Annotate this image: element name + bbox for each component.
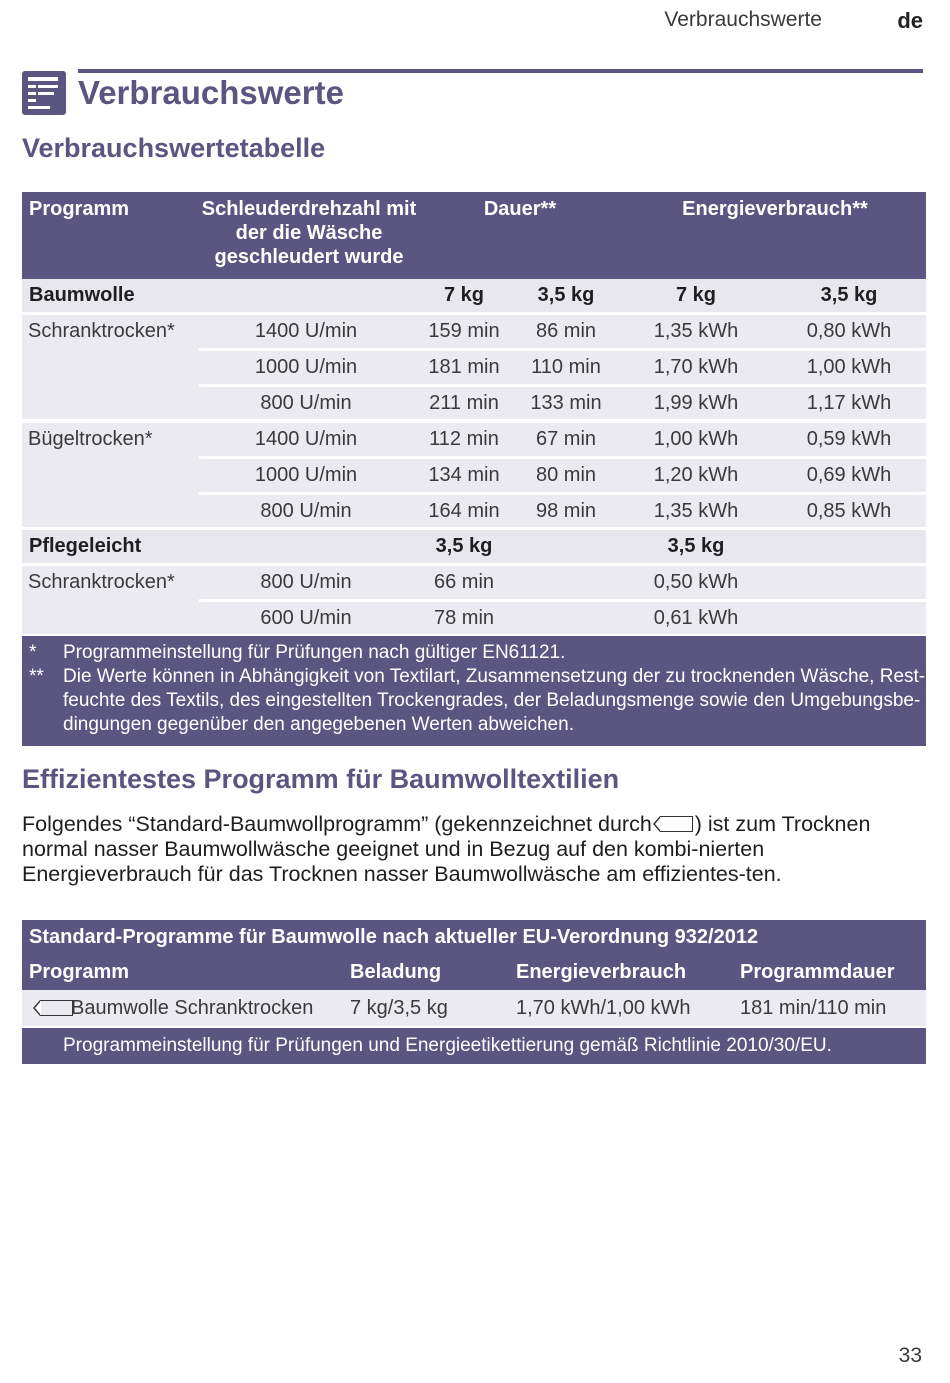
subheader-energie-7kg: 7 kg bbox=[675, 284, 717, 306]
group-row-baumwolle bbox=[22, 279, 926, 312]
cell-spin: 1000 U/min bbox=[254, 356, 358, 378]
header-section-title: Verbrauchswerte bbox=[664, 8, 822, 31]
group-row-pflegeleicht bbox=[22, 530, 926, 563]
footnote-marker: ** bbox=[29, 666, 44, 687]
cell-dauer-7kg: 112 min bbox=[429, 428, 499, 450]
cell-energie-7kg: 1,00 kWh bbox=[653, 428, 739, 450]
document-lines-icon bbox=[22, 71, 66, 115]
cell-energie-7kg: 1,70 kWh bbox=[653, 356, 739, 378]
page-title: Verbrauchswerte bbox=[78, 74, 344, 111]
cell-dauer-7kg: 164 min bbox=[428, 500, 500, 522]
section-heading: Effizientestes Programm für Baumwolltextilien bbox=[22, 764, 620, 794]
section-rule bbox=[78, 69, 923, 73]
cell-energie-35kg: 1,00 kWh bbox=[806, 356, 892, 378]
paragraph-text: Folgendes “Standard-Baumwollprogramm” (gekennzeichnet durch bbox=[22, 812, 658, 836]
cell-dauer: 181 min/110 min bbox=[740, 997, 887, 1019]
program-label: Schranktrocken* bbox=[28, 320, 175, 342]
header-programm: Programm bbox=[29, 961, 130, 983]
cell-energie-7kg: 1,20 kWh bbox=[653, 464, 739, 486]
cell-energie-7kg: 1,35 kWh bbox=[653, 320, 739, 342]
cell-programm: Baumwolle Schranktrocken bbox=[71, 997, 314, 1019]
cell-energie-7kg: 1,99 kWh bbox=[653, 392, 739, 414]
cell-energie-7kg: 1,35 kWh bbox=[653, 500, 739, 522]
header-schleuder-line1: Schleuderdrehzahl mit bbox=[201, 198, 417, 220]
footnote-marker: * bbox=[29, 642, 37, 663]
cell-spin: 1000 U/min bbox=[254, 464, 358, 486]
table-row bbox=[22, 427, 926, 457]
cell-energie-35kg: 0,85 kWh bbox=[806, 500, 892, 522]
cell-dauer: 66 min bbox=[433, 571, 495, 593]
table-row bbox=[22, 355, 926, 385]
cell-dauer-7kg: 134 min bbox=[428, 464, 500, 486]
header-dauer: Programmdauer bbox=[740, 961, 895, 983]
table-row bbox=[22, 463, 926, 493]
cell-dauer-35kg: 86 min bbox=[535, 320, 597, 342]
cell-beladung: 7 kg/3,5 kg bbox=[350, 997, 448, 1019]
cell-dauer-35kg: 133 min bbox=[530, 392, 602, 414]
header-schleuder-line2: der die Wäsche bbox=[235, 222, 383, 244]
table-header-row bbox=[22, 192, 926, 279]
cell-spin: 800 U/min bbox=[260, 392, 352, 414]
cell-energie-35kg: 1,17 kWh bbox=[806, 392, 892, 414]
table-title: Verbrauchswertetabelle bbox=[22, 133, 326, 163]
cell-energie: 0,50 kWh bbox=[653, 571, 739, 593]
table-title: Standard-Programme für Baumwolle nach aktueller EU-Verordnung 932/2012 bbox=[29, 926, 759, 948]
subheader-dauer: 3,5 kg bbox=[435, 535, 493, 557]
header-language: de bbox=[897, 8, 923, 33]
header-dauer: Dauer** bbox=[483, 198, 557, 220]
standard-program-symbol-icon bbox=[660, 816, 693, 832]
cell-dauer-7kg: 211 min bbox=[429, 392, 499, 414]
paragraph-text: ) ist zum Trocknen normal nasser Baumwollwäsche geeignet und in Bezug auf den kombi-nierten Energieverbrauch für das Trocknen nasser Baumwollwäsche am effizientes-ten. bbox=[22, 812, 871, 886]
table-row bbox=[22, 606, 926, 636]
cell-energie-35kg: 0,80 kWh bbox=[806, 320, 892, 342]
program-label: Schranktrocken* bbox=[28, 571, 175, 593]
header-beladung: Beladung bbox=[350, 961, 442, 983]
cell-dauer: 78 min bbox=[433, 607, 495, 629]
table-title-row bbox=[22, 920, 926, 990]
footnote-text: Die Werte können in Abhängigkeit von Textilart, Zusammensetzung der zu trocknenden Wäsche, Rest- bbox=[63, 666, 926, 687]
cell-spin: 800 U/min bbox=[260, 571, 352, 593]
cell-energie-35kg: 0,69 kWh bbox=[806, 464, 892, 486]
group-label: Baumwolle bbox=[29, 284, 135, 306]
table-row bbox=[22, 990, 926, 1026]
standard-program-symbol-icon bbox=[40, 1000, 73, 1016]
footer-text: Programmeinstellung für Prüfungen und Energieetikettierung gemäß Richtlinie 2010/30/EU. bbox=[63, 1035, 832, 1056]
program-label: Bügeltrocken* bbox=[28, 428, 153, 450]
cell-spin: 800 U/min bbox=[260, 500, 352, 522]
cell-spin: 1400 U/min bbox=[254, 428, 358, 450]
subheader-dauer-35kg: 3,5 kg bbox=[537, 284, 595, 306]
group-label: Pflegeleicht bbox=[29, 535, 142, 557]
footnote-text: feuchte des Textils, des eingestellten Trockengrades, der Beladungsmenge sowie den Umgebungsbe- bbox=[63, 690, 921, 711]
cell-dauer-35kg: 98 min bbox=[535, 500, 597, 522]
header-energie: Energieverbrauch** bbox=[682, 198, 868, 220]
cell-dauer-35kg: 80 min bbox=[535, 464, 597, 486]
table-row bbox=[22, 570, 926, 600]
footnote-text: dingungen gegenüber den angegebenen Werten abweichen. bbox=[63, 714, 574, 735]
body-paragraph bbox=[22, 812, 902, 887]
header-energie: Energieverbrauch bbox=[516, 961, 687, 983]
subheader-energie-35kg: 3,5 kg bbox=[820, 284, 878, 306]
cell-dauer-7kg: 159 min bbox=[428, 320, 500, 342]
header-schleuder-line3: geschleudert wurde bbox=[214, 246, 404, 268]
subheader-energie: 3,5 kg bbox=[667, 535, 725, 557]
cell-dauer-35kg: 110 min bbox=[531, 356, 601, 378]
table-row bbox=[22, 391, 926, 421]
cell-spin: 1400 U/min bbox=[254, 320, 358, 342]
page-number: 33 bbox=[898, 1344, 922, 1367]
header-programm: Programm bbox=[29, 198, 130, 220]
cell-energie: 1,70 kWh/1,00 kWh bbox=[516, 997, 691, 1019]
footnote-text: Programmeinstellung für Prüfungen nach gültiger EN61121. bbox=[63, 642, 566, 663]
table-row bbox=[22, 319, 926, 349]
table-footer bbox=[22, 1028, 926, 1064]
table-footnotes bbox=[22, 636, 926, 746]
subheader-dauer-7kg: 7 kg bbox=[443, 284, 485, 306]
cell-dauer-7kg: 181 min bbox=[428, 356, 500, 378]
table-row bbox=[22, 499, 926, 529]
cell-energie-35kg: 0,59 kWh bbox=[806, 428, 892, 450]
cell-dauer-35kg: 67 min bbox=[535, 428, 597, 450]
cell-energie: 0,61 kWh bbox=[653, 607, 739, 629]
cell-spin: 600 U/min bbox=[260, 607, 352, 629]
